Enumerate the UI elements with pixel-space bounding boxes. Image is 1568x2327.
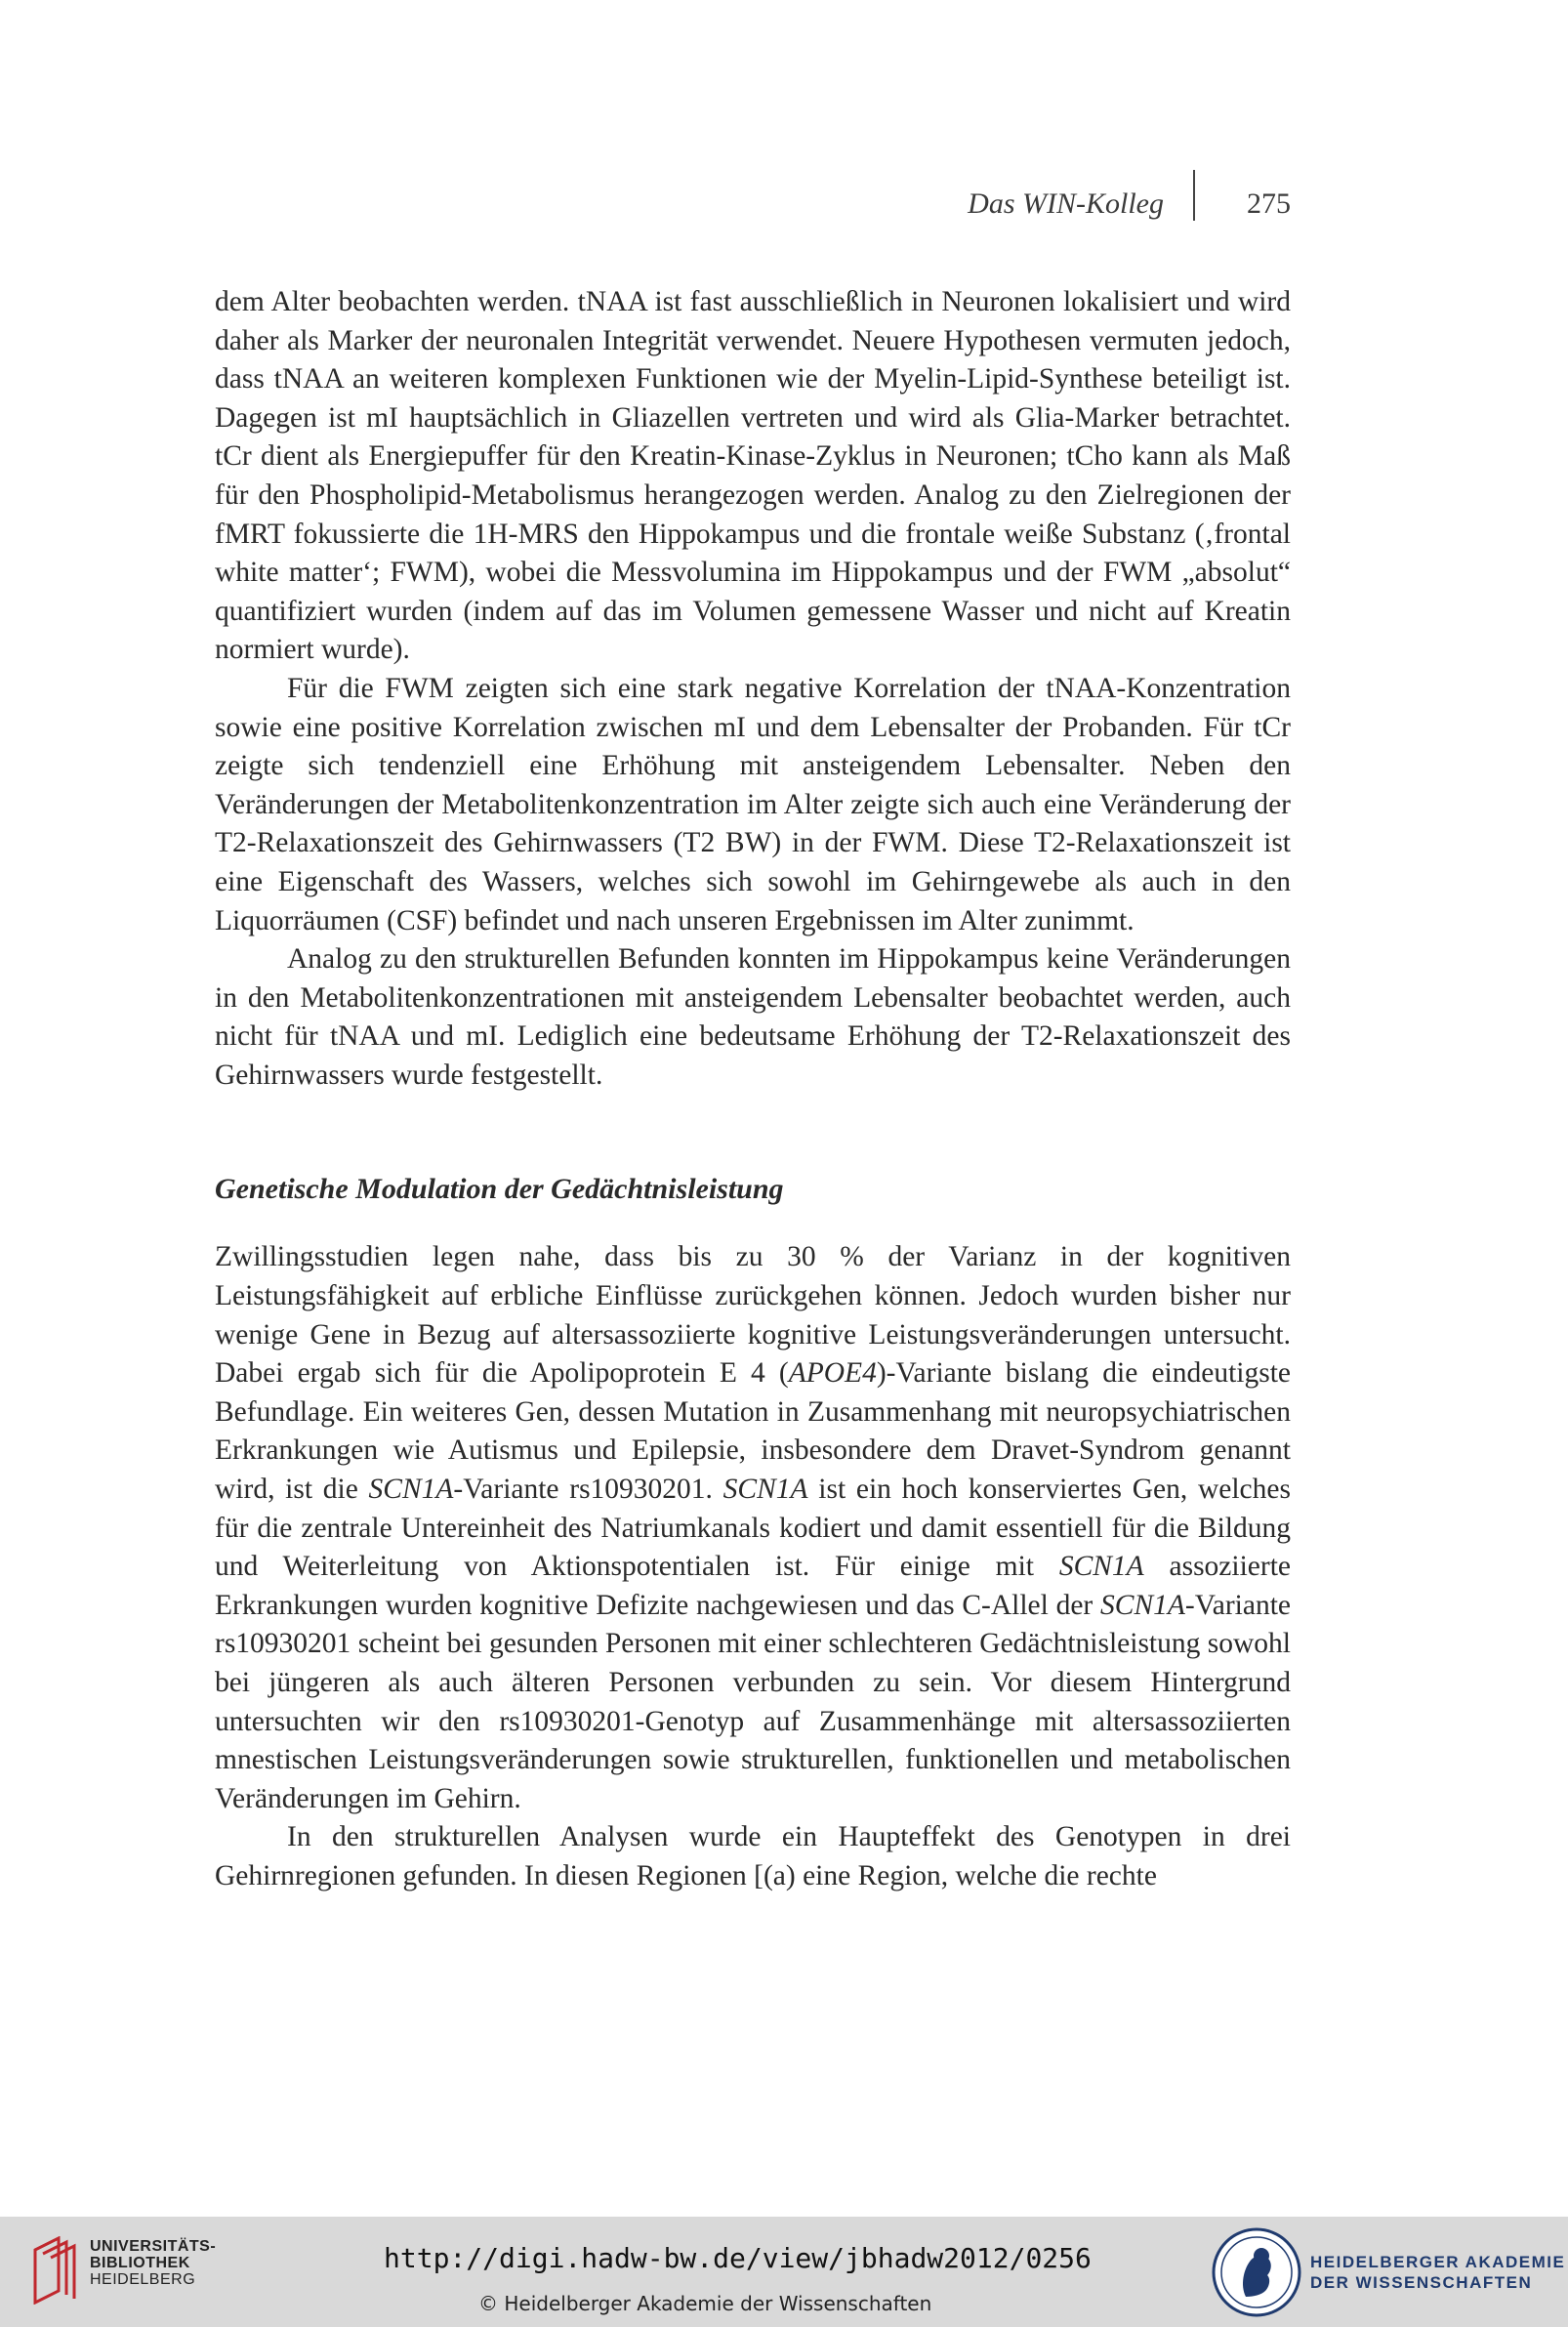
page-header bbox=[215, 182, 1291, 230]
running-title: Das WIN-Kolleg bbox=[968, 187, 1164, 220]
source-link[interactable]: http://digi.hadw-bw.de/view/jbhadw2012/0256 bbox=[384, 2242, 1092, 2274]
paragraph: Für die FWM zeigten sich eine stark negative Korrelation der tNAA-Konzentration sowie eine positive Korrelation zwischen mI und dem Lebensalter der Probanden. Für tCr zeigte sich tendenziell eine Erhöhung mit ansteigendem Lebensalter. Neben den Veränderungen der Metabolitenkonzentration im Alter zeigte sich auch eine Veränderung der T2-Relaxationszeit des Gehirnwassers (T2 BW) in der FWM. Diese T2-Relaxationszeit ist eine Eigenschaft des Wassers, welches sich sowohl im Gehirngewebe als auch in den Liquorräumen (CSF) befindet und nach unseren Ergebnissen im Alter zunimmt. bbox=[215, 672, 1291, 936]
academy-name bbox=[1310, 2252, 1565, 2293]
page-number: 275 bbox=[1247, 187, 1291, 220]
section-heading: Genetische Modulation der Gedächtnisleistung bbox=[215, 1173, 784, 1206]
library-name bbox=[90, 2238, 216, 2288]
library-line: HEIDELBERG bbox=[90, 2271, 196, 2288]
text-run: assoziierte Erkrankungen wurden kognitive Defizite nachgewiesen und das C-Allel der bbox=[215, 1551, 1291, 1621]
text-run: -Variante rs10930201 scheint bei gesunden Personen mit einer schlechteren Gedächtnisleistung sowohl bei jüngeren als auch älteren Personen verbunden zu sein. Vor diesem Hintergrund untersuchten wir den rs10930201-Genotyp auf Zusammenhänge mit altersassoziierten mnestischen Leistungsveränderungen sowie strukturellen, funktionellen und metabolischen Veränderungen im Gehirn. bbox=[215, 1589, 1291, 1814]
paragraph: dem Alter beobachten werden. tNAA ist fast ausschließlich in Neuronen lokalisiert und wird daher als Marker der neuronalen Integrität verwendet. Neuere Hypothesen vermuten jedoch, dass tNAA an weiteren komplexen Funktionen wie der Myelin-Lipid-Synthese beteiligt ist. Dagegen ist mI hauptsächlich in Gliazellen vertreten und wird als Glia-Marker betrachtet. tCr dient als Energiepuffer für den Kreatin-Kinase-Zyklus in Neuronen; tCho kann als Maß für den Phospholipid-Metabolismus herangezogen werden. Analog zu den Zielregionen der fMRT fokussierte die 1H-MRS den Hippokampus und die frontale weiße Substanz (‚frontal white matter‘; FWM), wobei die Messvolumina im Hippokampus und der FWM „absolut“ quantifiziert wurden (indem auf das im Volumen gemessene Wasser und nicht auf Kreatin normiert wurde). bbox=[215, 286, 1291, 666]
text-run: Zwillingsstudien legen nahe, dass bis zu 30 % der Varianz in der kognitiven Leistungsfähigkeit auf erbliche Einflüsse zurückgehen können. Jedoch wurden bisher nur wenige Gene in Bezug auf altersassoziierte kognitive Leistungsveränderungen untersucht. Dabei ergab sich für die Apolipoprotein E 4 ( bbox=[215, 1241, 1291, 1390]
academy-seal-icon bbox=[1211, 2226, 1302, 2318]
body-text bbox=[215, 283, 1291, 1896]
gene-name: SCN1A bbox=[1100, 1589, 1185, 1621]
library-line: UNIVERSITÄTS- bbox=[90, 2238, 217, 2255]
footer-bar bbox=[0, 2217, 1568, 2327]
paragraph bbox=[215, 1238, 1291, 1818]
header-divider bbox=[1193, 170, 1195, 221]
copyright-notice: © Heidelberger Akademie der Wissenschaften bbox=[478, 2292, 932, 2315]
academy-line: DER WISSENSCHAFTEN bbox=[1310, 2273, 1533, 2292]
academy-line: HEIDELBERGER AKADEMIE bbox=[1310, 2253, 1566, 2271]
library-line: BIBLIOTHEK bbox=[90, 2255, 190, 2271]
gene-name: APOE4 bbox=[788, 1357, 877, 1390]
text-run: -Variante rs10930201. bbox=[453, 1474, 723, 1506]
text-run: ist ein hoch konserviertes Gen, welches für die zentrale Untereinheit des Natriumkanals kodiert und damit essentiell für die Bildung und Weiterleitung von Aktionspotentialen ist. Für einige mit bbox=[215, 1474, 1291, 1583]
paragraph: In den strukturellen Analysen wurde ein Haupteffekt des Genotypen in drei Gehirnregionen gefunden. In diesen Regionen [(a) eine Region, welche die rechte bbox=[215, 1821, 1291, 1891]
paragraph: Analog zu den strukturellen Befunden konnten im Hippokampus keine Veränderungen in den Metabolitenkonzentrationen mit ansteigendem Lebensalter beobachtet werden, auch nicht für tNAA und mI. Lediglich eine bedeutsame Erhöhung der T2-Relaxationszeit des Gehirnwassers wurde festgestellt. bbox=[215, 943, 1291, 1091]
gene-name: SCN1A bbox=[1058, 1551, 1144, 1583]
library-logo-icon bbox=[29, 2236, 82, 2305]
gene-name: SCN1A bbox=[722, 1474, 808, 1506]
gene-name: SCN1A bbox=[368, 1474, 454, 1506]
text-run: )-Variante bislang die eindeutigste Befundlage. Ein weiteres Gen, dessen Mutation in Zusammenhang mit neuropsychiatrischen Erkrankungen wie Autismus und Epilepsie, insbesondere dem Dravet-Syndrom genannt wird, ist die bbox=[215, 1357, 1291, 1506]
